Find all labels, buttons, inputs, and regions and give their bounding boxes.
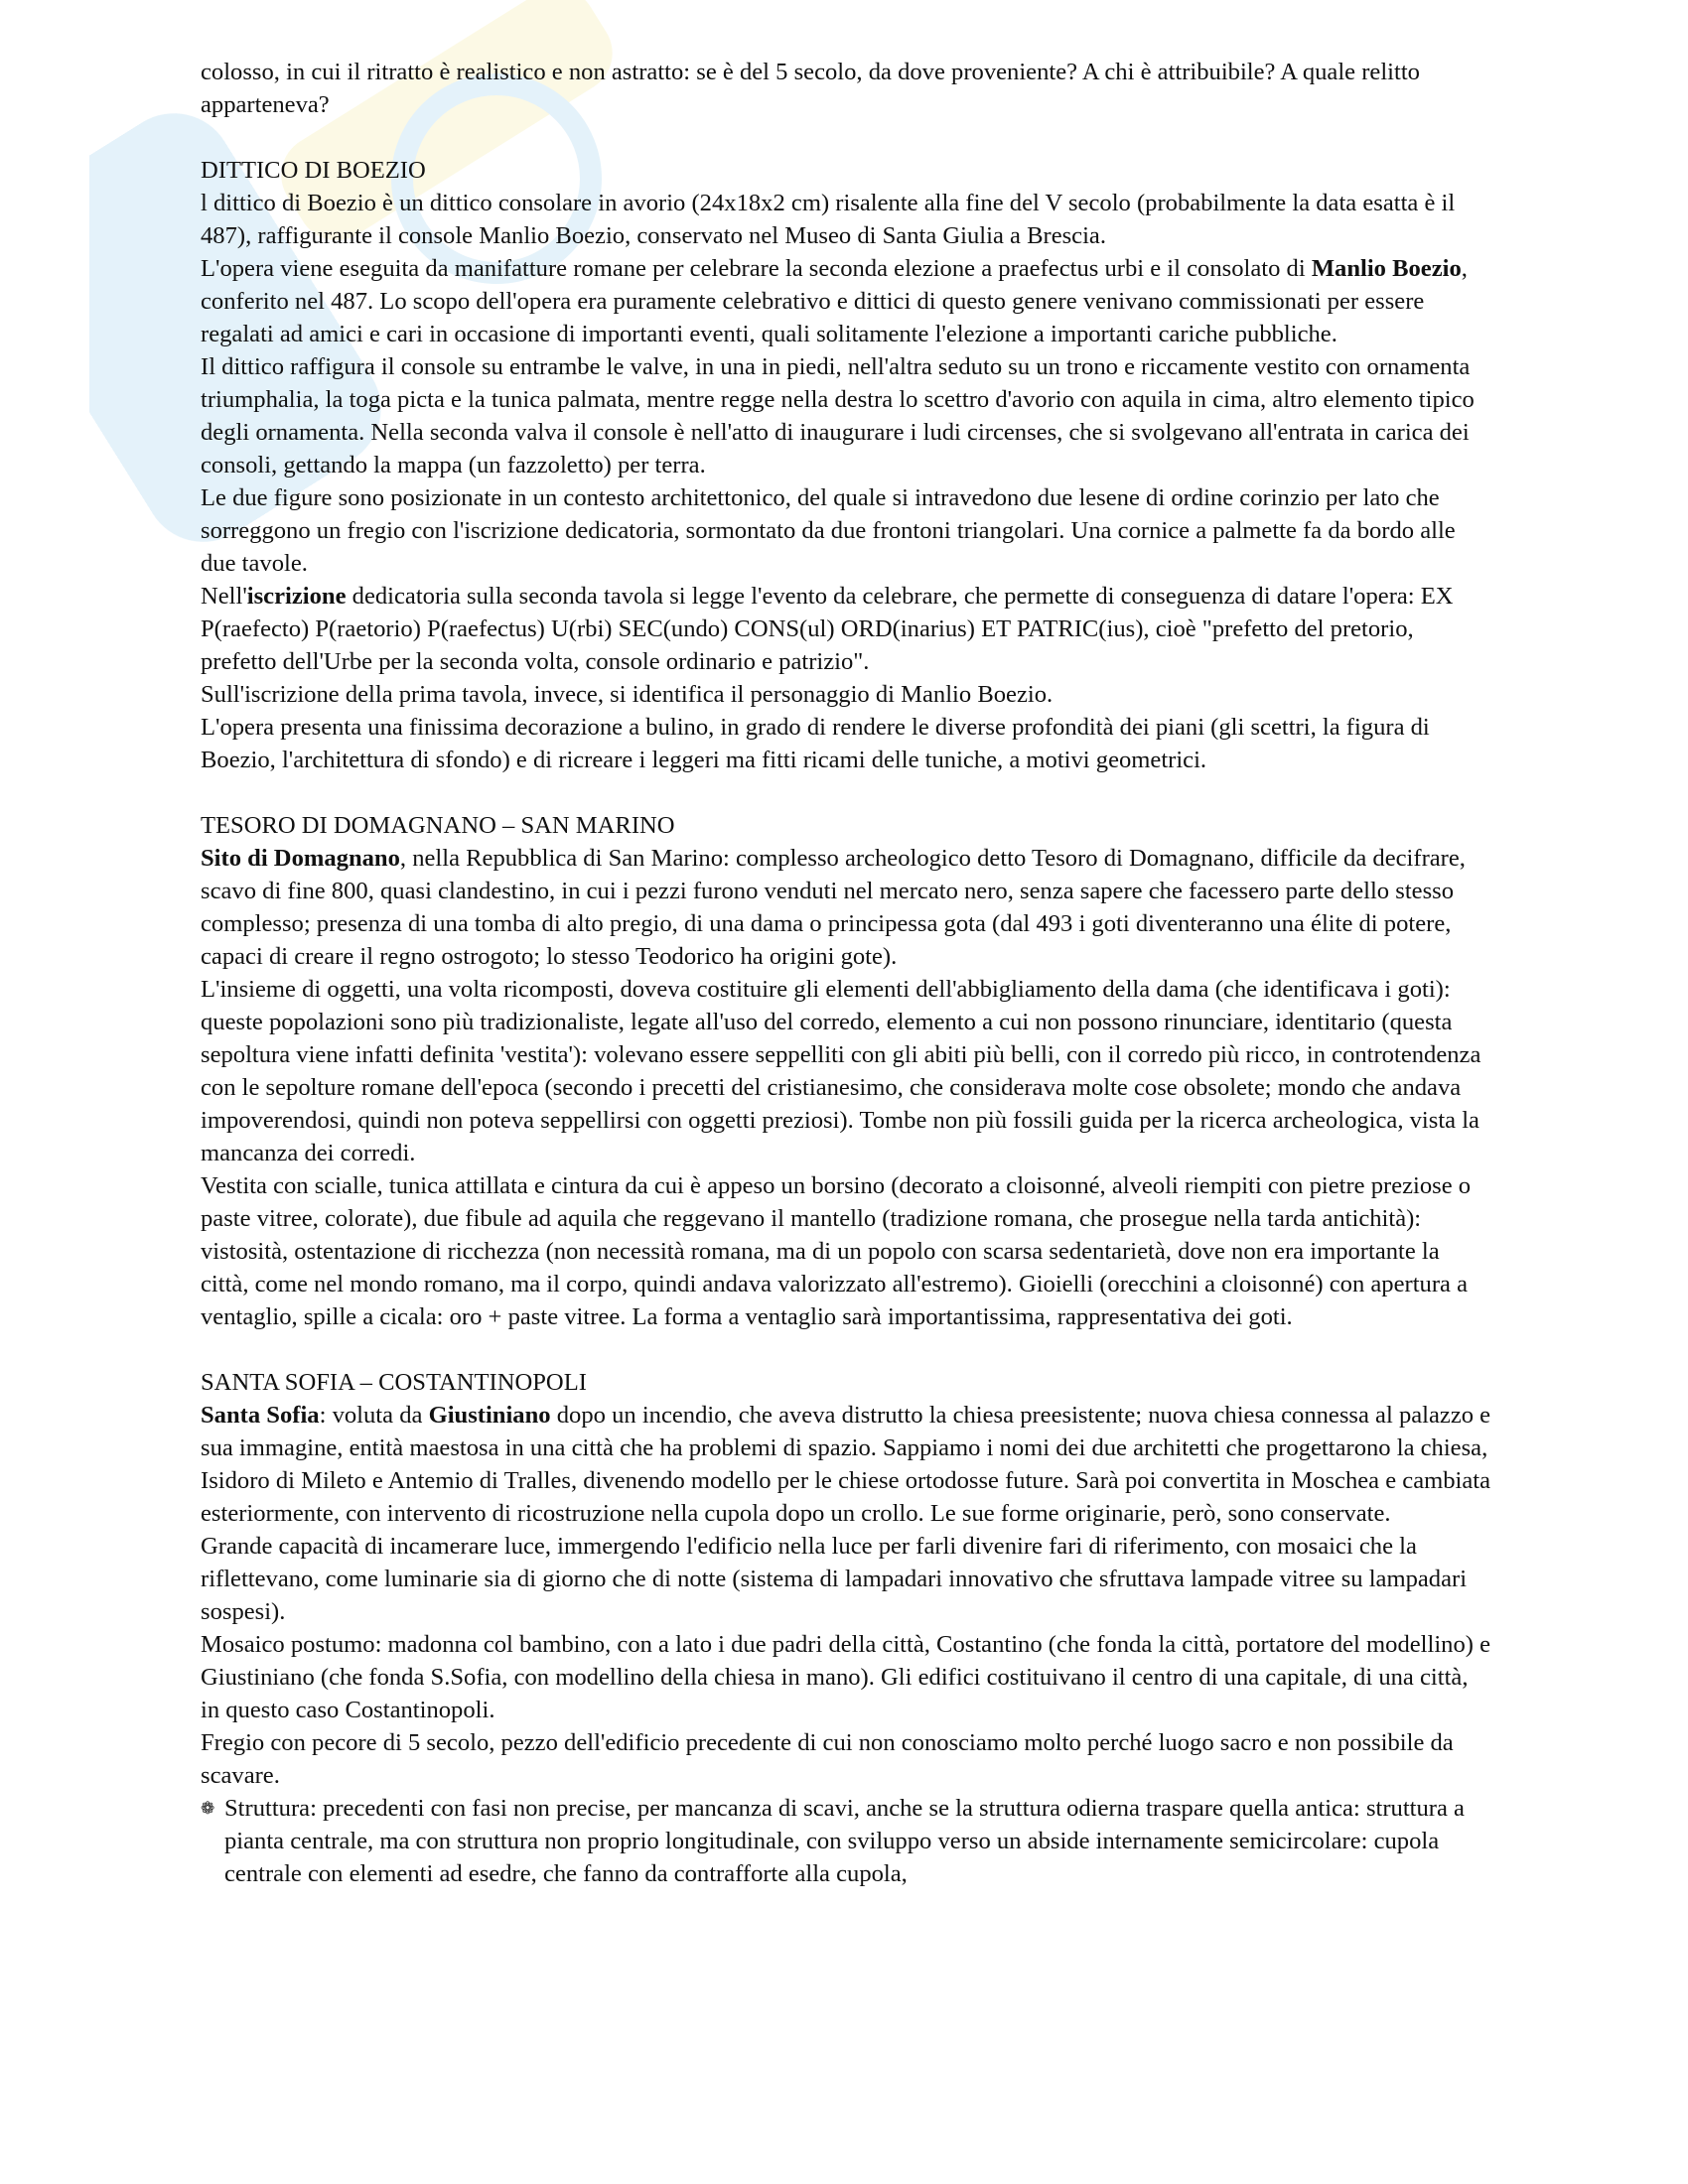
flower-bullet-icon: ❁ bbox=[201, 1799, 215, 1818]
text-run: : voluta da bbox=[319, 1402, 429, 1429]
bold-term-iscrizione: iscrizione bbox=[246, 583, 347, 610]
boezio-paragraph-3: Il dittico raffigura il console su entrambe le valve, in una in piedi, nell'altra seduto su un trono e riccamente vestito con ornamenta triumphalia, la toga picta e la tunica palmata, mentre regge nella destra lo scettro d'avorio con aquila in cima, altro elemento tipico degli ornamenta. Nella seconda valva il console è nell'atto di inaugurare i ludi circenses, che si svolgevano all'entrata in carica dei consoli, gettando la mappa (un fazzoletto) per terra. bbox=[201, 353, 1475, 478]
sofia-paragraph-1 bbox=[201, 1399, 1491, 1530]
section-heading-domagnano: TESORO DI DOMAGNANO – SAN MARINO bbox=[201, 812, 675, 839]
sofia-paragraph-4: Fregio con pecore di 5 secolo, pezzo dell'edificio precedente di cui non conosciamo molto perché luogo sacro e non possibile da scavare. bbox=[201, 1729, 1454, 1789]
boezio-paragraph-1: l dittico di Boezio è un dittico consolare in avorio (24x18x2 cm) risalente alla fine del V secolo (probabilmente la data esatta è il 487), raffigurante il console Manlio Boezio, conservato nel Museo di Santa Giulia a Brescia. bbox=[201, 190, 1456, 249]
bullet-item-struttura bbox=[201, 1792, 1491, 1890]
boezio-paragraph-4: Le due figure sono posizionate in un contesto architettonico, del quale si intravedono due lesene di ordine corinzio per lato che sorreggono un fregio con l'iscrizione dedicatoria, sormontato da due frontoni triangolari. Una cornice a palmette fa da bordo alle due tavole. bbox=[201, 484, 1456, 577]
bullet-text: Struttura: precedenti con fasi non precise, per mancanza di scavi, anche se la struttura odierna traspare quella antica: struttura a pianta centrale, ma con struttura non proprio longitudinale, con sviluppo verso un abside internamente semicircolare: cupola centrale con elementi ad esedre, che fanno da contrafforte alla cupola, bbox=[224, 1795, 1465, 1887]
spacer bbox=[201, 121, 1491, 154]
bold-term-santa-sofia: Santa Sofia bbox=[201, 1402, 320, 1429]
bold-term-sito-di-domagnano: Sito di Domagnano bbox=[201, 845, 400, 872]
bold-term-manlio-boezio: Manlio Boezio bbox=[1311, 255, 1462, 282]
section-heading-boezio: DITTICO DI BOEZIO bbox=[201, 157, 426, 184]
intro-paragraph: colosso, in cui il ritratto è realistico e non astratto: se è del 5 secolo, da dove proveniente? A chi è attribuibile? A quale relitto apparteneva? bbox=[201, 59, 1420, 118]
text-run: dedicatoria sulla seconda tavola si legge l'evento da celebrare, che permette di conseguenza di datare l'opera: EX P(raefecto) P(raetorio) P(raefectus) U(rbi) SEC(undo) CONS(ul) ORD(inarius) ET PATRIC(ius), cioè "prefetto del pretorio, prefetto dell'Urbe per la seconda volta, console ordinario e patrizio". bbox=[201, 583, 1454, 675]
document-page bbox=[201, 56, 1491, 1890]
domagnano-paragraph-1 bbox=[201, 842, 1491, 973]
text-run: , conferito nel 487. Lo scopo dell'opera era puramente celebrativo e dittici di questo genere venivano commissionati per essere regalati ad amici e cari in occasione di importanti eventi, quali solitamente l'elezione a importanti cariche pubbliche. bbox=[201, 255, 1468, 347]
text-run: dopo un incendio, che aveva distrutto la chiesa preesistente; nuova chiesa connessa al palazzo e sua immagine, entità maestosa in una città che ha problemi di spazio. Sappiamo i nomi dei due architetti che progettarono la chiesa, Isidoro di Mileto e Antemio di Tralles, divenendo modello per le chiese ortodosse future. Sarà poi convertita in Moschea e cambiata esteriormente, con intervento di ricostruzione nella cupola dopo un crollo. Le sue forme originarie, però, sono conservate. bbox=[201, 1402, 1491, 1527]
sofia-paragraph-2: Grande capacità di incamerare luce, immergendo l'edificio nella luce per farli divenire fari di riferimento, con mosaici che la riflettevano, come luminarie sia di giorno che di notte (sistema di lampadari innovativo che sfruttava lampade vitree su lampadari sospesi). bbox=[201, 1533, 1468, 1625]
boezio-paragraph-5 bbox=[201, 580, 1491, 678]
domagnano-paragraph-2: L'insieme di oggetti, una volta ricomposti, doveva costituire gli elementi dell'abbigliamento della dama (che identificava i goti): queste popolazioni sono più tradizionaliste, legate all'uso del corredo, elemento a cui non possono rinunciare, identitario (questa sepoltura viene infatti definita 'vestita'): volevano essere seppelliti con gli abiti più belli, con il corredo più ricco, in controtendenza con le sepolture romane dell'epoca (secondo i precetti del cristianesimo, che considerava molte cose obsolete; mondo che andava impoverendosi, quindi non poteva seppellirsi con oggetti preziosi). Tombe non più fossili guida per la ricerca archeologica, vista la mancanza dei corredi. bbox=[201, 976, 1481, 1166]
text-run: , nella Repubblica di San Marino: complesso archeologico detto Tesoro di Domagnano, difficile da decifrare, scavo di fine 800, quasi clandestino, in cui i pezzi furono venduti nel mercato nero, senza sapere che facessero parte dello stesso complesso; presenza di una tomba di alto pregio, di una dama o principessa gota (dal 493 i goti diventeranno una élite di potere, capaci di creare il regno ostrogoto; lo stesso Teodorico ha origini gote). bbox=[201, 845, 1466, 970]
boezio-paragraph-6: Sull'iscrizione della prima tavola, invece, si identifica il personaggio di Manlio Boezio. bbox=[201, 681, 1054, 708]
text-run: Nell' bbox=[201, 583, 247, 610]
spacer bbox=[201, 776, 1491, 809]
boezio-paragraph-2 bbox=[201, 252, 1491, 350]
spacer bbox=[201, 1333, 1491, 1366]
domagnano-paragraph-3: Vestita con scialle, tunica attillata e cintura da cui è appeso un borsino (decorato a cloisonné, alveoli riempiti con pietre preziose o paste vitree, colorate), due fibule ad aquila che reggevano il mantello (tradizione romana, che prosegue nella tarda antichità): vistosità, ostentazione di ricchezza (non necessità romana, ma di un popolo con scarsa sedentarietà, dove non era importante la città, come nel mondo romano, ma il corpo, quindi andava valorizzato all'estremo). Gioielli (orecchini a cloisonné) con apertura a ventaglio, spille a cicala: oro + paste vitree. La forma a ventaglio sarà importantissima, rappresentativa dei goti. bbox=[201, 1172, 1472, 1330]
boezio-paragraph-7: L'opera presenta una finissima decorazione a bulino, in grado di rendere le diverse profondità dei piani (gli scettri, la figura di Boezio, l'architettura di sfondo) e di ricreare i leggeri ma fitti ricami delle tuniche, a motivi geometrici. bbox=[201, 714, 1430, 773]
section-heading-santa-sofia: SANTA SOFIA – COSTANTINOPOLI bbox=[201, 1369, 587, 1396]
bold-term-giustiniano: Giustiniano bbox=[428, 1402, 551, 1429]
sofia-paragraph-3: Mosaico postumo: madonna col bambino, con a lato i due padri della città, Costantino (che fonda la città, portatore del modellino) e Giustiniano (che fonda S.Sofia, con modellino della chiesa in mano). Gli edifici costituivano il centro di una capitale, di una città, in questo caso Costantinopoli. bbox=[201, 1631, 1491, 1723]
text-run: L'opera viene eseguita da manifatture romane per celebrare la seconda elezione a praefectus urbi e il consolato di bbox=[201, 255, 1312, 282]
